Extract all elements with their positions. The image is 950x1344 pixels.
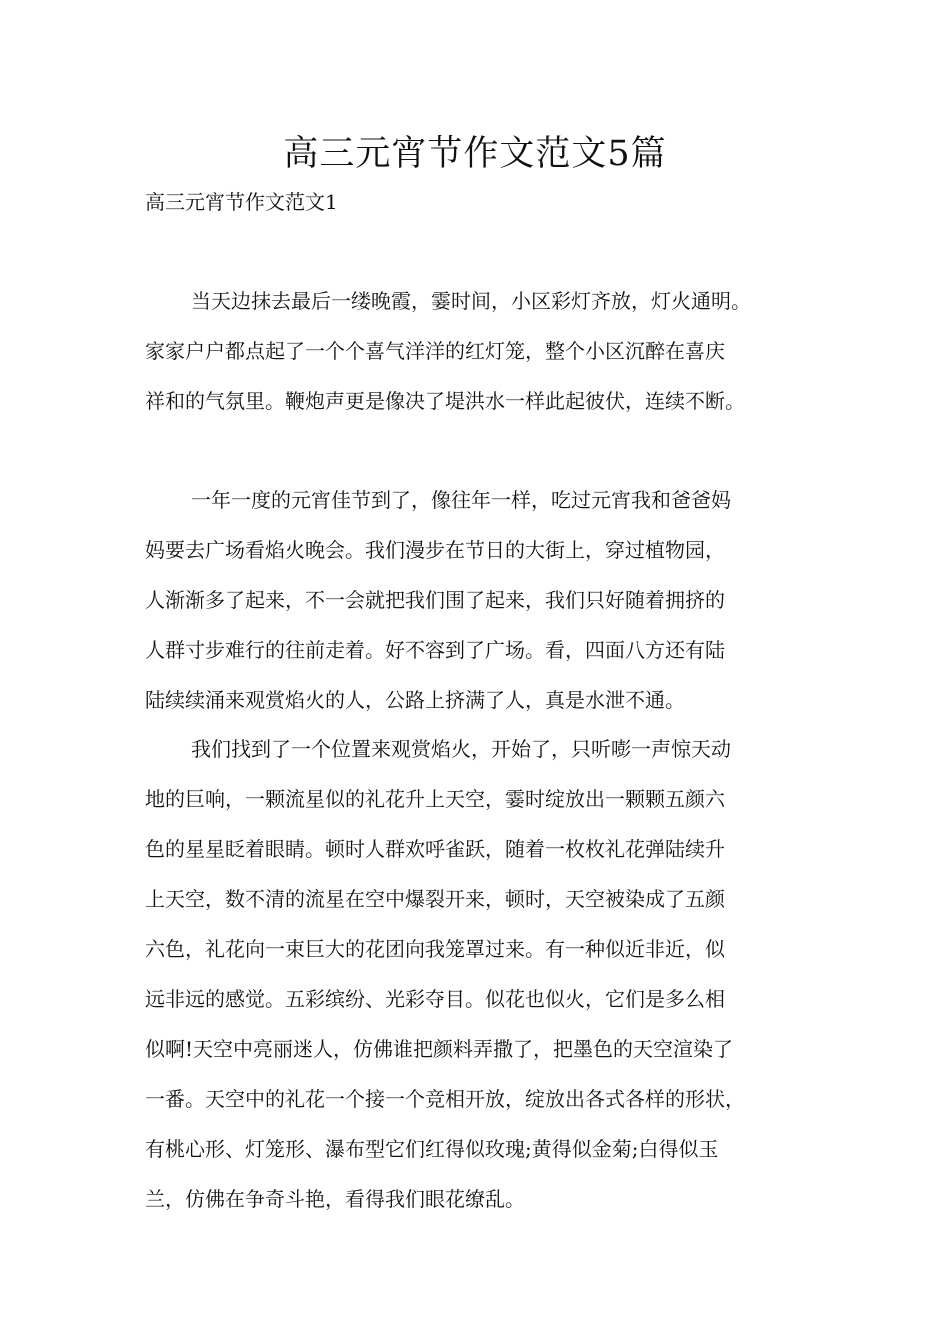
paragraph-2 — [145, 475, 835, 725]
paragraph-line: 上天空，数不清的流星在空中爆裂开来，顿时，天空被染成了五颜 — [145, 887, 725, 911]
paragraph-line: 一番。天空中的礼花一个接一个竞相开放，绽放出各式各样的形状， — [145, 1087, 745, 1111]
essay-subheading: 高三元宵节作文范文1 — [145, 190, 338, 214]
paragraph-3 — [145, 724, 835, 1224]
paragraph-line: 陆续续涌来观赏焰火的人，公路上挤满了人，真是水泄不通。 — [145, 688, 685, 712]
paragraph-line: 有桃心形、灯笼形、瀑布型它们红得似玫瑰;黄得似金菊;白得似玉 — [145, 1137, 719, 1161]
paragraph-line: 我们找到了一个位置来观赏焰火，开始了，只听嘭一声惊天动 — [191, 737, 731, 761]
paragraph-line: 家家户户都点起了一个个喜气洋洋的红灯笼，整个小区沉醉在喜庆 — [145, 339, 725, 363]
paragraph-line: 六色，礼花向一束巨大的花团向我笼罩过来。有一种似近非近，似 — [145, 937, 725, 961]
paragraph-line: 妈要去广场看焰火晚会。我们漫步在节日的大街上，穿过植物园， — [145, 538, 725, 562]
paragraph-1 — [145, 276, 835, 426]
paragraph-line: 人群寸步难行的往前走着。好不容到了广场。看，四面八方还有陆 — [145, 638, 725, 662]
paragraph-line: 人渐渐多了起来，不一会就把我们围了起来，我们只好随着拥挤的 — [145, 588, 725, 612]
paragraph-line: 一年一度的元宵佳节到了，像往年一样，吃过元宵我和爸爸妈 — [191, 488, 731, 512]
document-title: 高三元宵节作文范文5篇 — [283, 134, 667, 174]
paragraph-line: 兰，仿佛在争奇斗艳，看得我们眼花缭乱。 — [145, 1187, 525, 1211]
paragraph-line: 似啊!天空中亮丽迷人，仿佛谁把颜料弄撒了，把墨色的天空渲染了 — [145, 1037, 734, 1061]
paragraph-line: 祥和的气氛里。鞭炮声更是像决了堤洪水一样此起彼伏，连续不断。 — [145, 389, 745, 413]
paragraph-line: 远非远的感觉。五彩缤纷、光彩夺目。似花也似火，它们是多么相 — [145, 987, 725, 1011]
paragraph-line: 地的巨响，一颗流星似的礼花升上天空，霎时绽放出一颗颗五颜六 — [145, 787, 725, 811]
paragraph-line: 色的星星眨着眼睛。顿时人群欢呼雀跃，随着一枚枚礼花弹陆续升 — [145, 837, 725, 861]
paragraph-line: 当天边抹去最后一缕晚霞，霎时间，小区彩灯齐放，灯火通明。 — [191, 289, 751, 313]
